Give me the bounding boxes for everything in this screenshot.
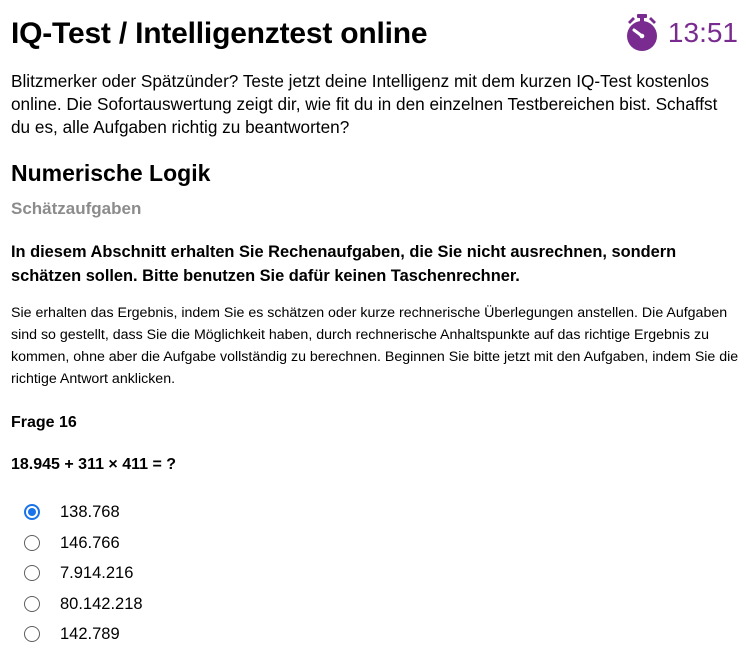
answer-options xyxy=(24,497,143,650)
intro-text: Blitzmerker oder Spätzünder? Teste jetzt deine Intelligenz mit dem kurzen IQ-Test kostenlos online. Die Sofortauswertung zeigt dir, wie fit du in den einzelnen Testbereichen bist. Schaffst du es, alle Aufgaben richtig zu beantworten? xyxy=(11,71,718,137)
section-text: Sie erhalten das Ergebnis, indem Sie es schätzen oder kurze rechnerische Überlegungen anstellen. Die Aufgaben sind so gestellt, dass Sie die Möglichkeit haben, durch rechnerische Anhaltspunkte auf das richtige Ergebnis zu kommen, ohne aber die Aufgabe vollständig zu berechnen. Beginnen Sie bitte jetzt mit den Aufgaben, indem Sie die richtige Antwort anklicken. xyxy=(11,305,739,387)
question-label: Frage 16 xyxy=(11,414,77,431)
page-title: IQ-Test / Intelligenztest online xyxy=(11,17,428,50)
question-text: 18.945 + 311 × 411 = ? xyxy=(11,456,177,473)
header xyxy=(11,0,740,60)
answer-option[interactable] xyxy=(24,528,143,559)
answer-label[interactable]: 7.914.216 xyxy=(60,564,134,583)
answer-label[interactable]: 146.766 xyxy=(60,533,120,552)
answer-option[interactable] xyxy=(24,497,143,528)
radio-button[interactable] xyxy=(24,565,40,581)
radio-button[interactable] xyxy=(24,504,40,520)
timer-value: 13:51 xyxy=(667,17,738,48)
answer-option[interactable] xyxy=(24,619,143,650)
answer-label[interactable]: 80.142.218 xyxy=(60,594,143,613)
section-title: Numerische Logik xyxy=(11,160,211,186)
section-lead: In diesem Abschnitt erhalten Sie Rechenaufgaben, die Sie nicht ausrechnen, sondern schätzen sollen. Bitte benutzen Sie dafür keinen Taschenrechner. xyxy=(11,243,677,285)
answer-label[interactable]: 138.768 xyxy=(60,503,120,522)
radio-button[interactable] xyxy=(24,626,40,642)
answer-label[interactable]: 142.789 xyxy=(60,625,120,644)
timer xyxy=(624,12,738,54)
answer-option[interactable] xyxy=(24,558,143,589)
radio-button[interactable] xyxy=(24,535,40,551)
answer-option[interactable] xyxy=(24,589,143,620)
radio-button[interactable] xyxy=(24,596,40,612)
stopwatch-icon xyxy=(624,13,660,53)
subsection-title: Schätzaufgaben xyxy=(11,199,142,218)
